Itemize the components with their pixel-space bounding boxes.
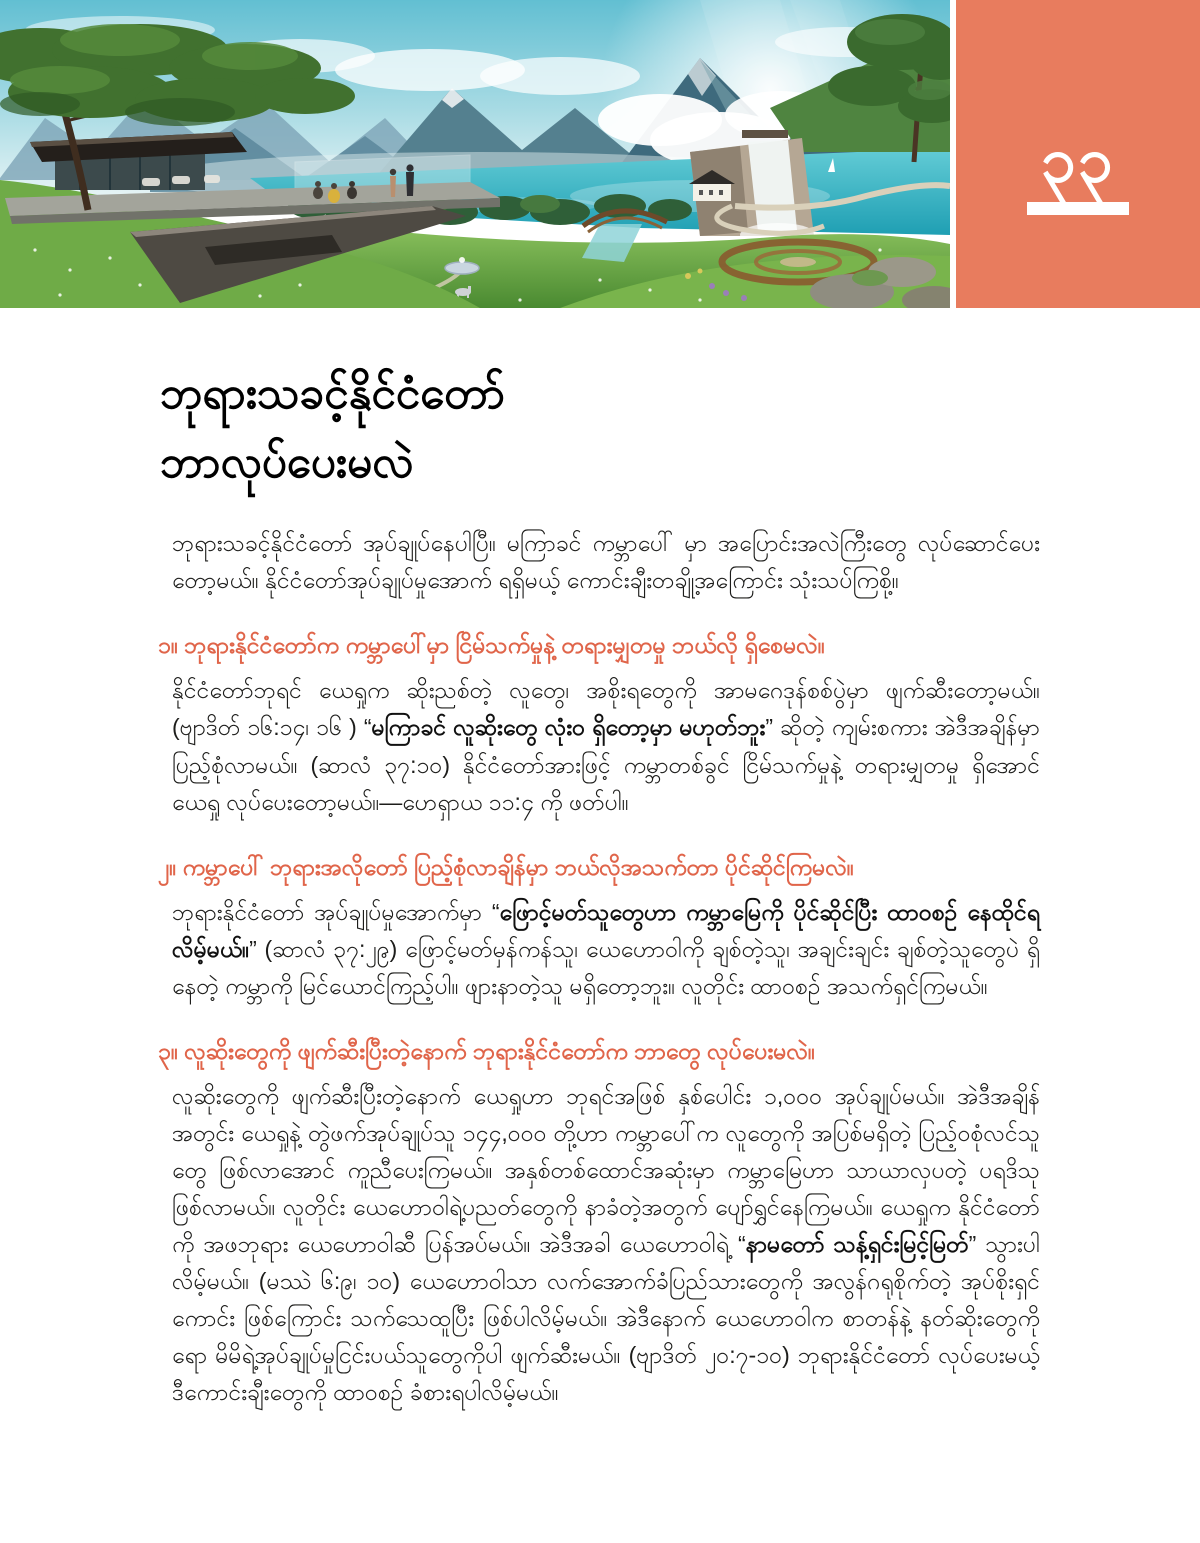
page-title	[160, 360, 1040, 497]
section-2-paragraph: ဘုရားနိုင်ငံတော် အုပ်ချုပ်မှုအောက်မှာ “ဖြောင့်မတ်သူတွေဟာ ကမ္ဘာမြေကို ပိုင်ဆိုင်ပြီး ထာဝစဉ် နေထိုင်ရလိမ့်မယ်။” (ဆာလံ ၃၇:၂၉) ဖြောင့်မတ်မှန်ကန်သူ၊ ယေဟောဝါကို ချစ်တဲ့သူ၊ အချင်းချင်း ချစ်တဲ့သူတွေပဲ ရှိနေတဲ့ ကမ္ဘာကို မြင်ယောင်ကြည့်ပါ။ ဖျားနာတဲ့သူ မရှိတော့ဘူး။ လူတိုင်း ထာဝစဉ် အသက်ရှင်ကြမယ်။	[172, 898, 1040, 999]
section-2-heading: ၂။ ကမ္ဘာပေါ် ဘုရားအလိုတော် ပြည့်စုံလာချိန်မှာ ဘယ်လိုအသက်တာ ပိုင်ဆိုင်ကြမလဲ။	[158, 853, 854, 880]
page-number-underline	[1027, 202, 1129, 215]
page-title-line2: ဘာလုပ်ပေးမလဲ	[160, 437, 414, 487]
section-1-paragraph: နိုင်ငံတော်ဘုရင် ယေရှုက ဆိုးညစ်တဲ့ လူတွေ၊ အစိုးရတွေကို အာမဂေဒုန်စစ်ပွဲမှာ ဖျက်ဆီးတော့မယ်။ (ဗျာဒိတ် ၁၆:၁၄၊ ၁၆ ) “မကြာခင် လူဆိုးတွေ လုံးဝ ရှိတော့မှာ မဟုတ်ဘူး” ဆိုတဲ့ ကျမ်းစကား အဲဒီအချိန်မှာ ပြည့်စုံလာမယ်။ (ဆာလံ ၃၇:၁၀) နိုင်ငံတော်အားဖြင့် ကမ္ဘာတစ်ခွင် ငြိမ်သက်မှုနဲ့ တရားမျှတမှု ရှိအောင် ယေရှု လုပ်ပေးတော့မယ်။—ဟေရှာယ ၁၁:၄ ကို ဖတ်ပါ။	[172, 677, 1040, 815]
page-title-line1: ဘုရားသခင့်နိုင်ငံတော်	[160, 369, 505, 418]
section-1	[0, 629, 1200, 820]
section-2	[0, 851, 1200, 1005]
section-3-heading: ၃။ လူဆိုးတွေကို ဖျက်ဆီးပြီးတဲ့နောက် ဘုရားနိုင်ငံတော်က ဘာတွေ လုပ်ပေးမလဲ။	[158, 1037, 815, 1064]
section-1-heading: ၁။ ဘုရားနိုင်ငံတော်က ကမ္ဘာပေါ်မှာ ငြိမ်သက်မှုနဲ့ တရားမျှတမှု ဘယ်လို ရှိစေမလဲ။	[158, 632, 825, 659]
section-3-paragraph: လူဆိုးတွေကို ဖျက်ဆီးပြီးတဲ့နောက် ယေရှုဟာ ဘုရင်အဖြစ် နှစ်ပေါင်း ၁,၀၀၀ အုပ်ချုပ်မယ်။ အဲဒီအချိန်အတွင်း ယေရှုနဲ့ တွဲဖက်အုပ်ချုပ်သူ ၁၄၄,၀၀၀ တို့ဟာ ကမ္ဘာပေါ်က လူတွေကို အပြစ်မရှိတဲ့ ပြည့်ဝစုံလင်သူတွေ ဖြစ်လာအောင် ကူညီပေးကြမယ်။ အနှစ်တစ်ထောင်အဆုံးမှာ ကမ္ဘာမြေဟာ သာယာလှပတဲ့ ပရဒိသု ဖြစ်လာမယ်။ လူတိုင်း ယေဟောဝါရဲ့ပညတ်တွေကို နာခံတဲ့အတွက် ပျော်ရွှင်နေကြမယ်။ ယေရှုက နိုင်ငံတော်ကို အဖဘုရား ယေဟောဝါဆီ ပြန်အပ်မယ်။ အဲဒီအခါ ယေဟောဝါရဲ့ “နာမတော် သန့်ရှင်းမြင့်မြတ်” သွားပါလိမ့်မယ်။ (မဿဲ ၆:၉၊ ၁၀) ယေဟောဝါသာ လက်အောက်ခံပြည်သားတွေကို အလွန်ဂရုစိုက်တဲ့ အုပ်စိုးရှင်ကောင်း ဖြစ်ကြောင်း သက်သေထူပြီး ဖြစ်ပါလိမ့်မယ်။ အဲဒီနောက် ယေဟောဝါက စာတန်နဲ့ နတ်ဆိုးတွေကိုရော မိမိရဲ့အုပ်ချုပ်မှုငြင်းပယ်သူတွေကိုပါ ဖျက်ဆီးမယ်။ (ဗျာဒိတ် ၂၀:၇-၁၀) ဘုရားနိုင်ငံတော် လုပ်ပေးမယ့် ဒီကောင်းချီးတွေကို ထာဝစဉ် ခံစားရပါလိမ့်မယ်။	[172, 1082, 1041, 1406]
paradise-landscape-image	[0, 0, 950, 308]
article	[0, 308, 1200, 1411]
hero-band	[0, 0, 1200, 308]
intro-paragraph: ဘုရားသခင့်နိုင်ငံတော် အုပ်ချုပ်နေပါပြီ။ မကြာခင် ကမ္ဘာပေါ် မှာ အပြောင်းအလဲကြီးတွေ လုပ်ဆောင်ပေးတော့မယ်။ နိုင်ငံတော်အုပ်ချုပ်မှုအောက် ရရှိမယ့် ကောင်းချီးတချို့အကြောင်း သုံးသပ်ကြစို့။	[172, 530, 1040, 594]
page-number-tab	[956, 0, 1200, 308]
section-3	[0, 1035, 1200, 1411]
page-number: ၃၃	[1041, 125, 1115, 195]
